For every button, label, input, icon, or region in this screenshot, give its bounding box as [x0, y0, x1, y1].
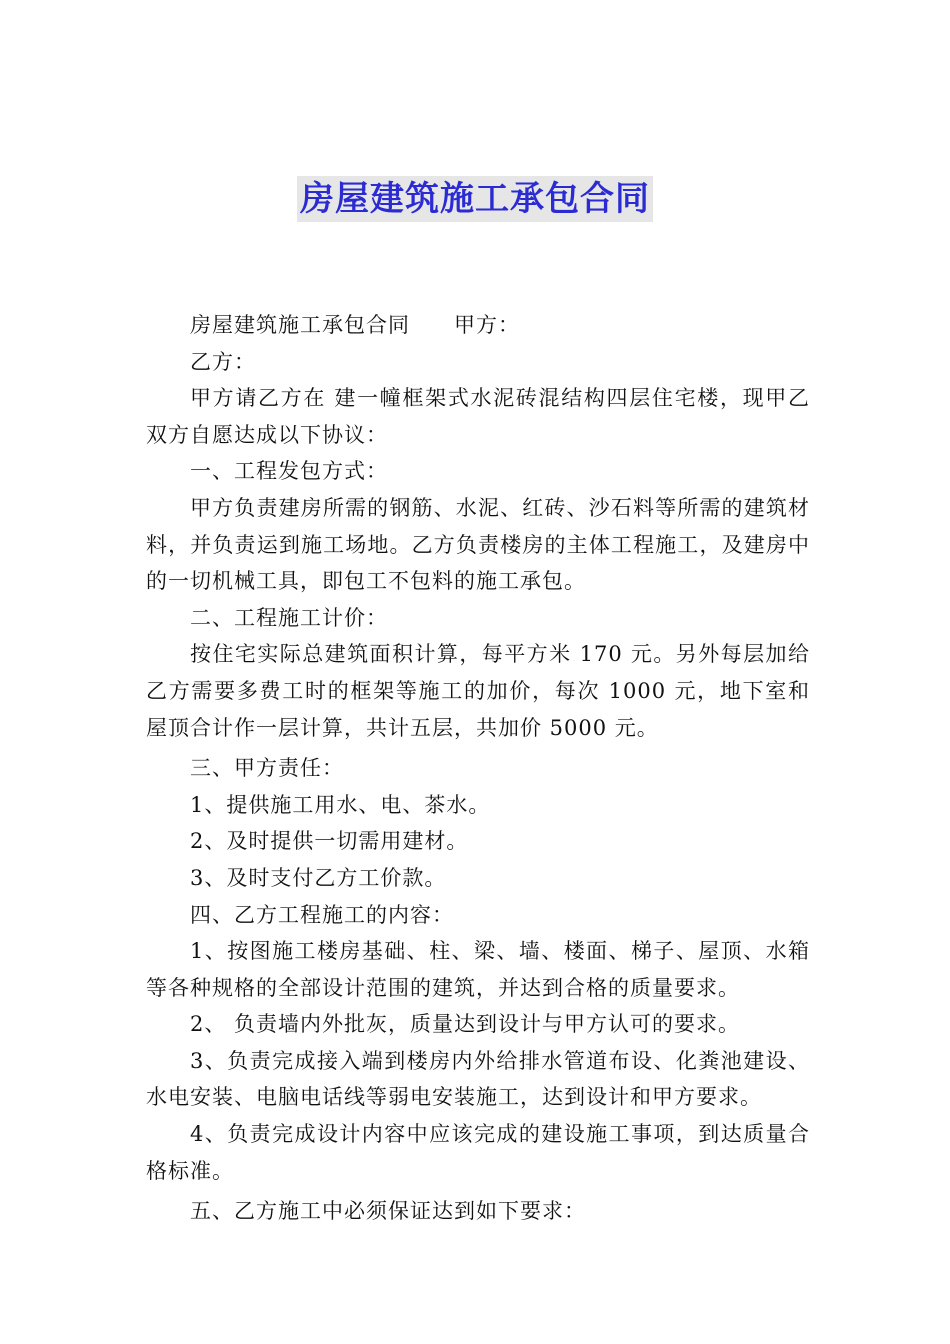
list-item: 1、按图施工楼房基础、柱、梁、墙、楼面、梯子、屋顶、水箱等各种规格的全部设计范围的建筑，并达到合格的质量要求。	[146, 939, 810, 1000]
page-title-text: 房屋建筑施工承包合同	[297, 176, 653, 222]
paragraph-section-1: 甲方负责建房所需的钢筋、水泥、红砖、沙石料等所需的建筑材料，并负责运到施工场地。乙方负责楼房的主体工程施工，及建房中的一切机械工具，即包工不包料的施工承包。	[146, 495, 810, 594]
document-body	[146, 307, 810, 1230]
list-item: 1、提供施工用水、电、茶水。	[190, 792, 491, 817]
page-title	[0, 176, 950, 222]
list-item: 3、及时支付乙方工价款。	[190, 865, 447, 890]
paragraph-section-2: 按住宅实际总建筑面积计算，每平方米 170 元。另外每层加给乙方需要多费工时的框架等施工的加价，每次 1000 元，地下室和屋顶合计作一层计算，共计五层，共加价 5000 元。	[146, 642, 810, 740]
paragraph-header-parties: 房屋建筑施工承包合同 甲方：	[190, 313, 520, 337]
list-item: 2、及时提供一切需用建材。	[190, 829, 469, 854]
section-heading-4: 四、乙方工程施工的内容：	[190, 902, 454, 927]
list-item: 2、 负责墙内外批灰，质量达到设计与甲方认可的要求。	[190, 1012, 741, 1037]
section-heading-1: 一、工程发包方式：	[190, 459, 388, 484]
list-item: 3、负责完成接入端到楼房内外给排水管道布设、化粪池建设、水电安装、电脑电话线等弱电安装施工，达到设计和甲方要求。	[146, 1048, 810, 1110]
paragraph-intro: 甲方请乙方在 建一幢框架式水泥砖混结构四层住宅楼，现甲乙双方自愿达成以下协议：	[146, 386, 810, 447]
section-heading-5: 五、乙方施工中必须保证达到如下要求：	[190, 1199, 586, 1224]
section-heading-3: 三、甲方责任：	[190, 756, 344, 781]
list-item: 4、负责完成设计内容中应该完成的建设施工事项，到达质量合格标准。	[146, 1122, 810, 1183]
paragraph-party-b: 乙方：	[190, 349, 256, 374]
section-heading-2: 二、工程施工计价：	[190, 605, 388, 630]
